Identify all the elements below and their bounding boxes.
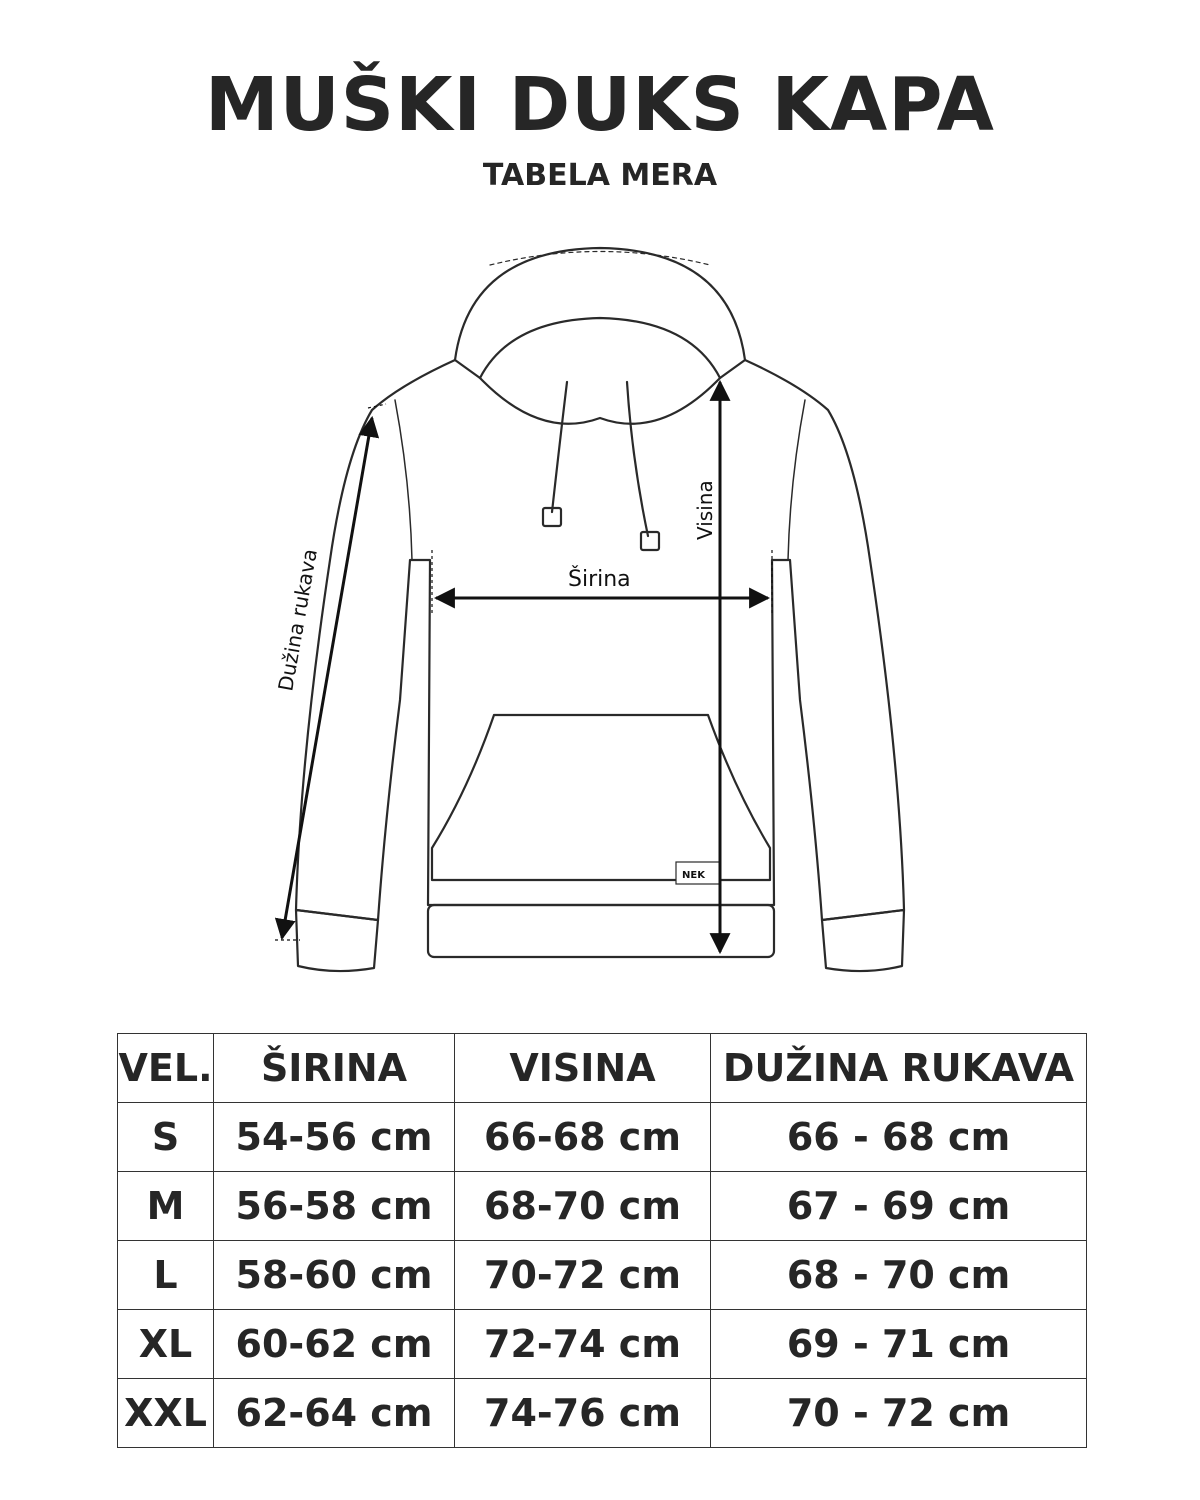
header-height: VISINA [455, 1034, 711, 1103]
table-row [118, 1379, 1087, 1448]
cell-sleeve-length: 66 - 68 cm [711, 1103, 1087, 1172]
hoodie-measurement-diagram [240, 240, 960, 1000]
drawstring-left [552, 382, 567, 512]
height-label: Visina [693, 480, 717, 540]
page-subtitle: TABELA MERA [482, 158, 718, 193]
cell-sleeve-length: 69 - 71 cm [711, 1310, 1087, 1379]
cell-width: 58-60 cm [214, 1241, 455, 1310]
cell-sleeve-length: 67 - 69 cm [711, 1172, 1087, 1241]
drawstring-right [627, 382, 648, 536]
left-cuff [296, 910, 378, 971]
table-row [118, 1310, 1087, 1379]
sleeve-label: Dužina rukava [273, 546, 322, 693]
cell-height: 68-70 cm [455, 1172, 711, 1241]
cell-height: 66-68 cm [455, 1103, 711, 1172]
table-row [118, 1172, 1087, 1241]
tag-label: NEK [682, 870, 705, 881]
cell-size: XL [118, 1310, 214, 1379]
hood-outline [455, 248, 745, 378]
cell-height: 72-74 cm [455, 1310, 711, 1379]
cell-height: 74-76 cm [455, 1379, 711, 1448]
cell-size: S [118, 1103, 214, 1172]
cell-width: 60-62 cm [214, 1310, 455, 1379]
body-outline [296, 360, 904, 920]
waistband [428, 905, 774, 957]
header-sleeve-length: DUŽINA RUKAVA [711, 1034, 1087, 1103]
cell-sleeve-length: 70 - 72 cm [711, 1379, 1087, 1448]
cell-height: 70-72 cm [455, 1241, 711, 1310]
cell-width: 62-64 cm [214, 1379, 455, 1448]
table-header-row [118, 1034, 1087, 1103]
header-width: ŠIRINA [214, 1034, 455, 1103]
table-row [118, 1103, 1087, 1172]
cell-size: M [118, 1172, 214, 1241]
hood-inner [480, 378, 720, 424]
size-table-container [117, 1033, 1087, 1448]
cell-sleeve-length: 68 - 70 cm [711, 1241, 1087, 1310]
cell-size: L [118, 1241, 214, 1310]
page-title: MUŠKI DUKS KAPA [205, 62, 995, 148]
table-row [118, 1241, 1087, 1310]
header-size: VEL. [118, 1034, 214, 1103]
size-table [117, 1033, 1087, 1448]
cell-width: 56-58 cm [214, 1172, 455, 1241]
cell-width: 54-56 cm [214, 1103, 455, 1172]
cell-size: XXL [118, 1379, 214, 1448]
right-cuff [822, 910, 904, 971]
width-label: Širina [568, 567, 631, 592]
